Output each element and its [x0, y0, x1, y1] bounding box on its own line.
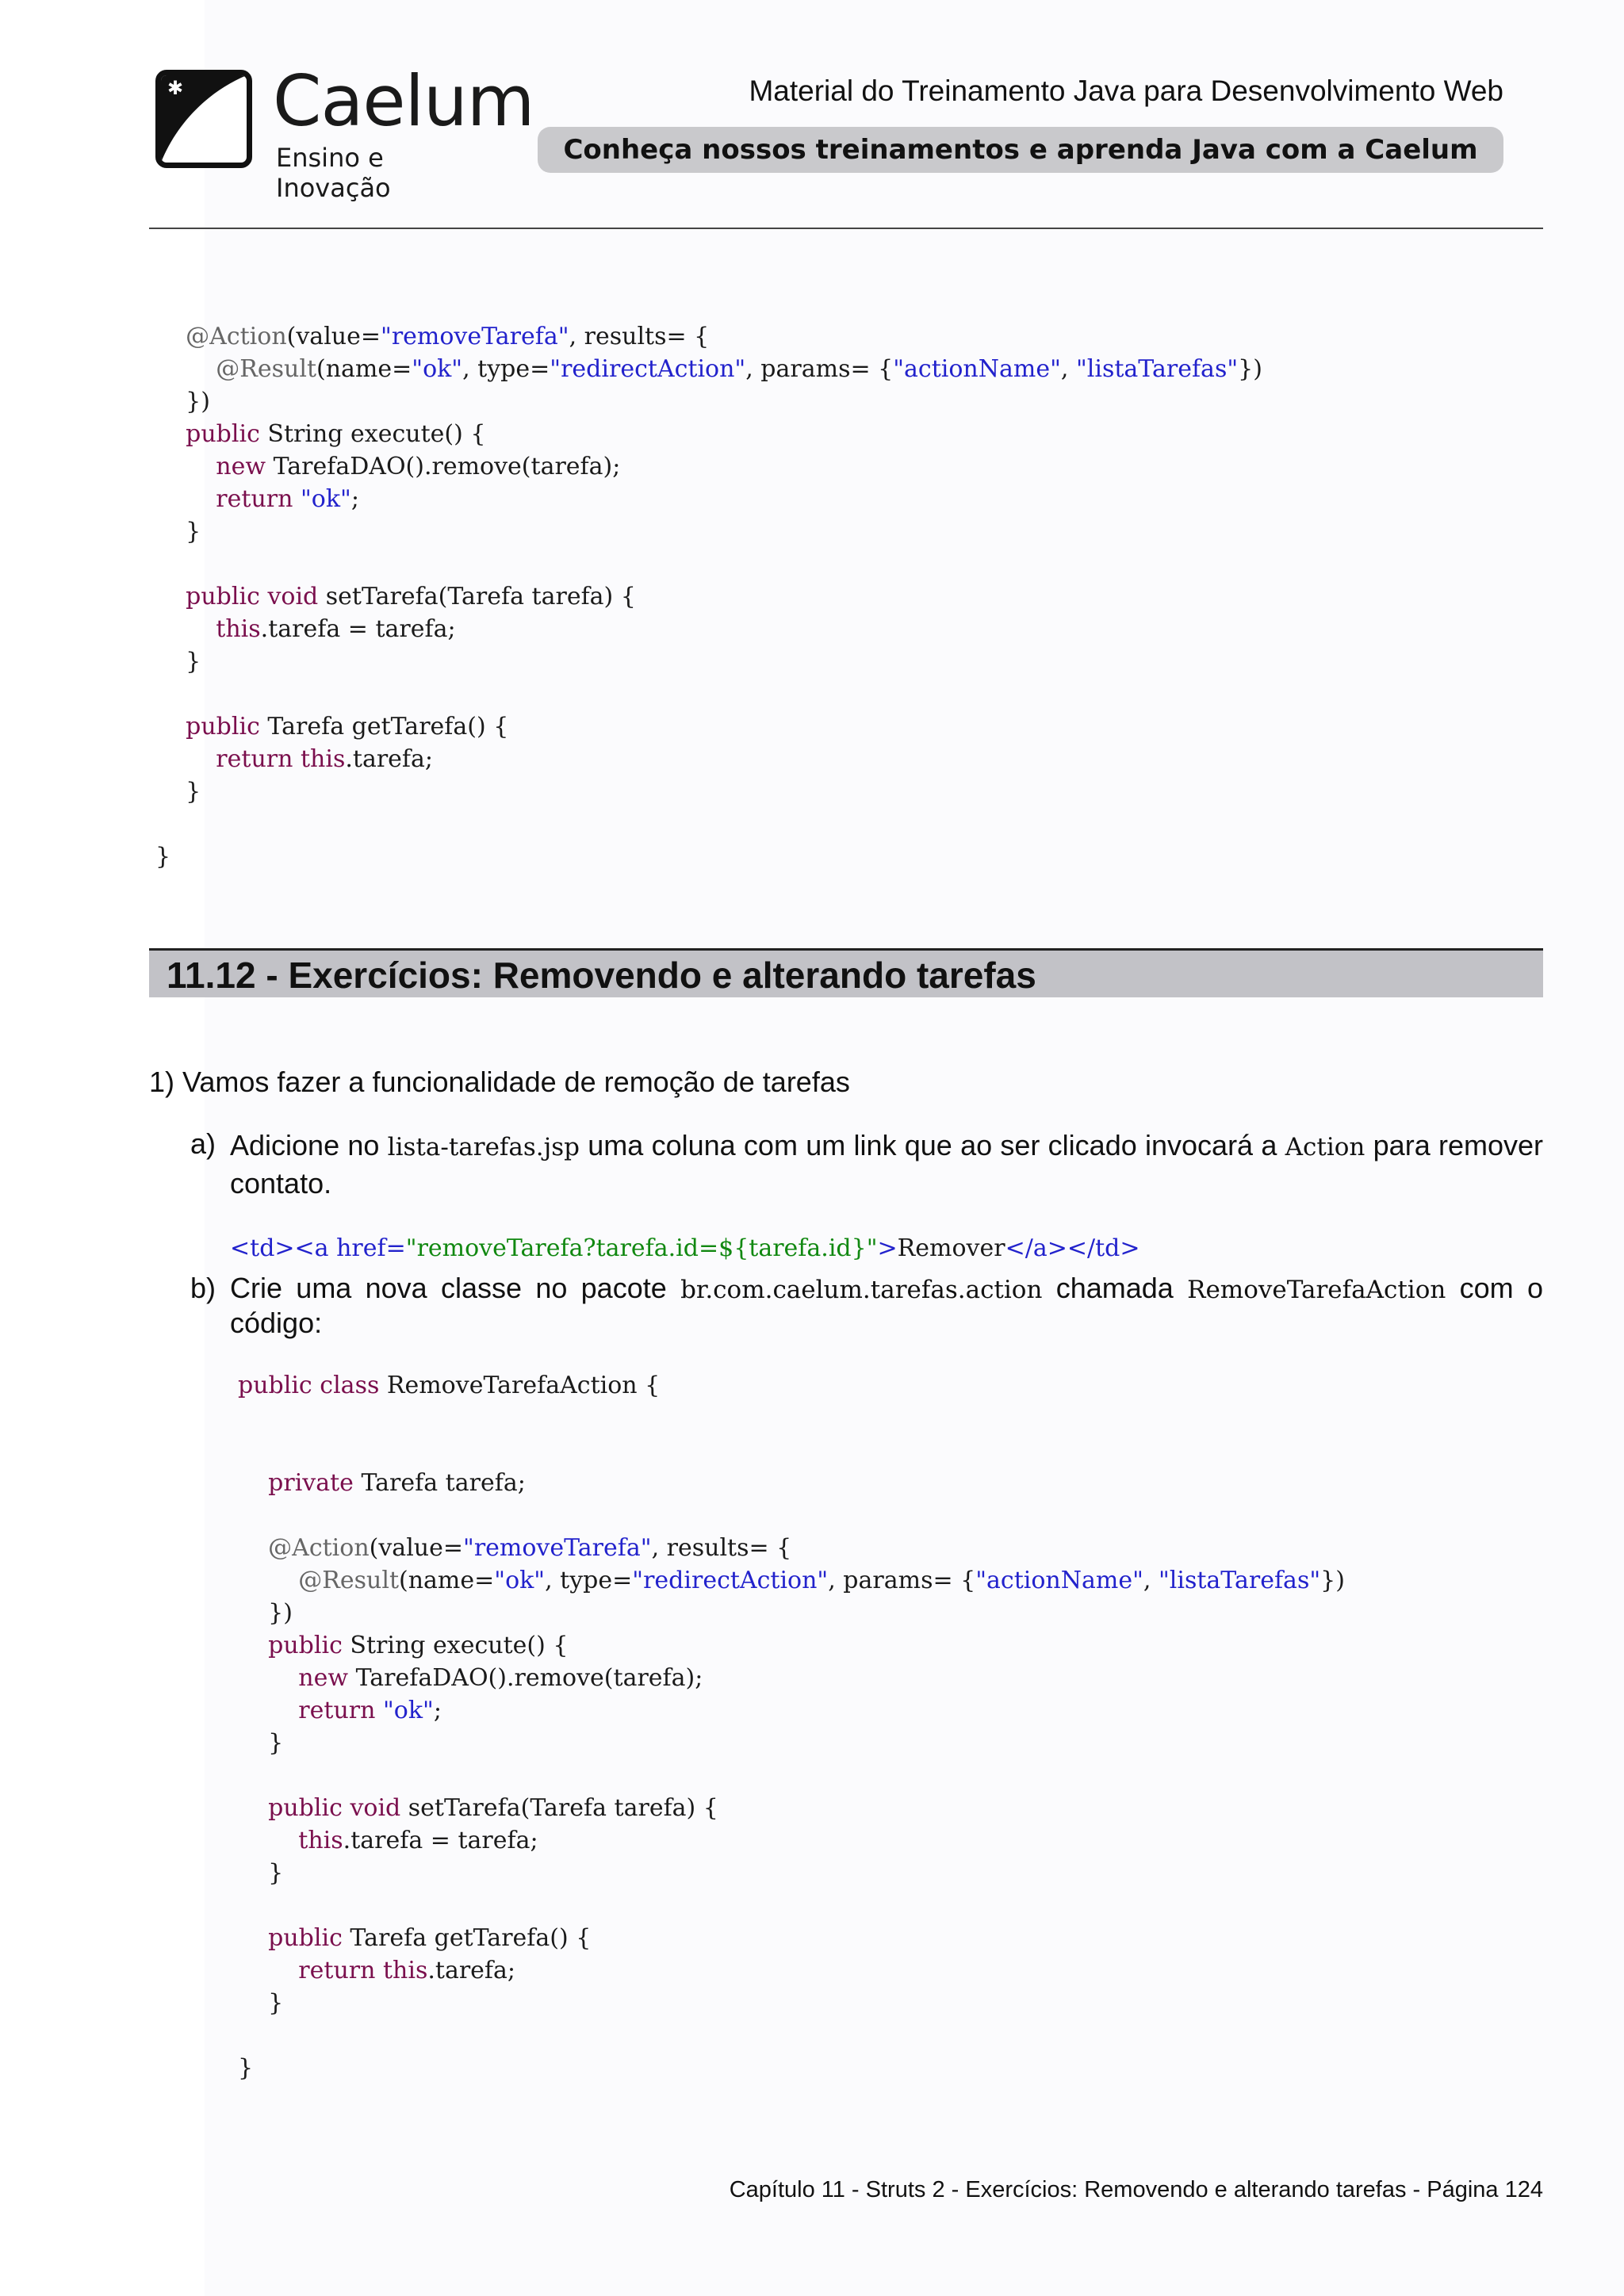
- html-attribute-value: "removeTarefa?tarefa.id=${tarefa.id}": [405, 1234, 878, 1262]
- code-keyword: public: [238, 1372, 312, 1399]
- inline-code: br.com.caelum.tarefas.action: [680, 1276, 1043, 1304]
- html-tag: >: [877, 1234, 898, 1262]
- code-text: ,: [1060, 355, 1076, 383]
- code-keyword: return: [298, 1697, 376, 1724]
- header-title: Material do Treinamento Java para Desenvolvimento Web: [749, 75, 1503, 107]
- code-string: "ok": [494, 1567, 546, 1594]
- code-text: }: [155, 843, 171, 871]
- html-snippet: [230, 1232, 1140, 1265]
- code-block-2: [238, 1369, 1345, 2084]
- code-block-1: [155, 320, 1262, 873]
- html-tag: <td>: [230, 1234, 295, 1262]
- code-text: Tarefa tarefa;: [353, 1469, 526, 1497]
- code-text: }: [268, 1859, 284, 1887]
- code-text: (value=: [369, 1534, 464, 1562]
- code-text: , type=: [545, 1567, 633, 1594]
- code-text: RemoveTarefaAction {: [379, 1372, 661, 1399]
- code-string: "actionName": [975, 1567, 1143, 1594]
- code-text: String execute() {: [259, 420, 486, 448]
- code-text: String execute() {: [342, 1632, 569, 1659]
- body-text: com o código:: [230, 1272, 1543, 1339]
- code-text: (value=: [286, 323, 381, 350]
- header-banner: Conheça nossos treinamentos e aprenda Java com a Caelum: [538, 127, 1503, 173]
- code-string: "redirectAction": [632, 1567, 829, 1594]
- code-text: }): [1238, 355, 1262, 383]
- html-text: Remover: [897, 1234, 1005, 1262]
- code-text: .tarefa;: [345, 745, 434, 773]
- code-keyword: public: [268, 1794, 343, 1822]
- code-text: }: [186, 518, 201, 545]
- code-keyword: void: [267, 583, 319, 610]
- inline-code: Action: [1285, 1133, 1365, 1161]
- code-text: Tarefa getTarefa() {: [342, 1924, 592, 1952]
- body-text: uma coluna com um link que ao ser clicado invocará a: [580, 1129, 1285, 1161]
- html-tag: </a>: [1005, 1234, 1067, 1262]
- header-divider: [149, 228, 1543, 229]
- code-text: ,: [1143, 1567, 1159, 1594]
- annotation: @Result: [298, 1567, 400, 1594]
- code-keyword: new: [298, 1664, 349, 1692]
- code-keyword: class: [320, 1372, 380, 1399]
- code-keyword: public: [268, 1632, 343, 1659]
- code-text: TarefaDAO().remove(tarefa);: [266, 453, 621, 480]
- code-keyword: public: [186, 583, 260, 610]
- code-keyword: void: [350, 1794, 401, 1822]
- inline-code: lista-tarefas.jsp: [387, 1133, 580, 1161]
- inline-code: RemoveTarefaAction: [1187, 1276, 1446, 1304]
- caelum-logo: [155, 60, 534, 203]
- code-keyword: return: [298, 1957, 376, 1984]
- code-string: "ok": [382, 1697, 434, 1724]
- code-text: }: [186, 778, 201, 806]
- html-tag: </td>: [1067, 1234, 1140, 1262]
- logo-mark-icon: [155, 70, 252, 168]
- html-tag: <a: [294, 1234, 337, 1262]
- list-marker-a: a): [190, 1127, 216, 1160]
- code-text: , results= {: [569, 323, 710, 350]
- logo-name: Caelum: [273, 60, 534, 142]
- code-text: ;: [433, 1697, 442, 1724]
- code-keyword: this: [382, 1957, 428, 1984]
- annotation: @Action: [268, 1534, 370, 1562]
- code-keyword: new: [216, 453, 266, 480]
- code-text: setTarefa(Tarefa tarefa) {: [318, 583, 636, 610]
- code-text: .tarefa;: [427, 1957, 516, 1984]
- code-text: }: [186, 648, 201, 675]
- code-text: }: [238, 2054, 254, 2082]
- section-title: 11.12 - Exercícios: Removendo e alterando tarefas: [167, 955, 1036, 996]
- code-text: , params= {: [828, 1567, 976, 1594]
- code-text: .tarefa = tarefa;: [260, 615, 456, 643]
- code-text: , params= {: [745, 355, 894, 383]
- code-keyword: return: [216, 745, 293, 773]
- code-string: "listaTarefas": [1158, 1567, 1321, 1594]
- code-text: }): [186, 388, 210, 415]
- code-text: (name=: [399, 1567, 495, 1594]
- code-string: "ok": [412, 355, 463, 383]
- code-string: "listaTarefas": [1075, 355, 1239, 383]
- star-icon: ✱: [167, 78, 184, 99]
- code-keyword: this: [298, 1827, 343, 1854]
- body-text: Adicione no: [230, 1129, 388, 1161]
- code-string: "removeTarefa": [463, 1534, 652, 1562]
- exercise-item-a: [230, 1127, 1543, 1202]
- code-keyword: return: [216, 485, 293, 513]
- code-keyword: public: [186, 420, 260, 448]
- code-text: Tarefa getTarefa() {: [259, 713, 509, 740]
- code-keyword: this: [300, 745, 346, 773]
- body-text: Crie uma nova classe no pacote: [230, 1272, 681, 1304]
- code-text: (name=: [316, 355, 412, 383]
- annotation: @Action: [186, 323, 287, 350]
- code-keyword: private: [268, 1469, 354, 1497]
- html-attribute: href=: [336, 1234, 406, 1262]
- code-text: }): [1320, 1567, 1345, 1594]
- code-text: }: [268, 1729, 284, 1757]
- code-string: "redirectAction": [550, 355, 746, 383]
- code-text: .tarefa = tarefa;: [343, 1827, 538, 1854]
- page-footer: Capítulo 11 - Struts 2 - Exercícios: Removendo e alterando tarefas - Página 124: [729, 2177, 1543, 2202]
- body-text: para remover contato.: [230, 1129, 1544, 1200]
- code-string: "removeTarefa": [381, 323, 569, 350]
- code-text: setTarefa(Tarefa tarefa) {: [400, 1794, 718, 1822]
- logo-tagline: Ensino e Inovação: [276, 143, 391, 203]
- code-text: , type=: [462, 355, 550, 383]
- code-keyword: public: [268, 1924, 343, 1952]
- annotation: @Result: [216, 355, 317, 383]
- exercise-item-1: 1) Vamos fazer a funcionalidade de remoção de tarefas: [149, 1066, 850, 1098]
- body-text: chamada: [1042, 1272, 1188, 1304]
- section-heading: [149, 948, 1543, 997]
- exercise-item-b: [230, 1272, 1543, 1340]
- list-marker-b: b): [190, 1272, 216, 1304]
- code-keyword: public: [186, 713, 260, 740]
- code-text: ;: [350, 485, 359, 513]
- code-text: }: [268, 1989, 284, 2017]
- code-text: , results= {: [651, 1534, 792, 1562]
- code-string: "actionName": [893, 355, 1061, 383]
- code-string: "ok": [300, 485, 351, 513]
- code-text: }): [268, 1599, 293, 1627]
- code-text: TarefaDAO().remove(tarefa);: [348, 1664, 703, 1692]
- code-keyword: this: [216, 615, 261, 643]
